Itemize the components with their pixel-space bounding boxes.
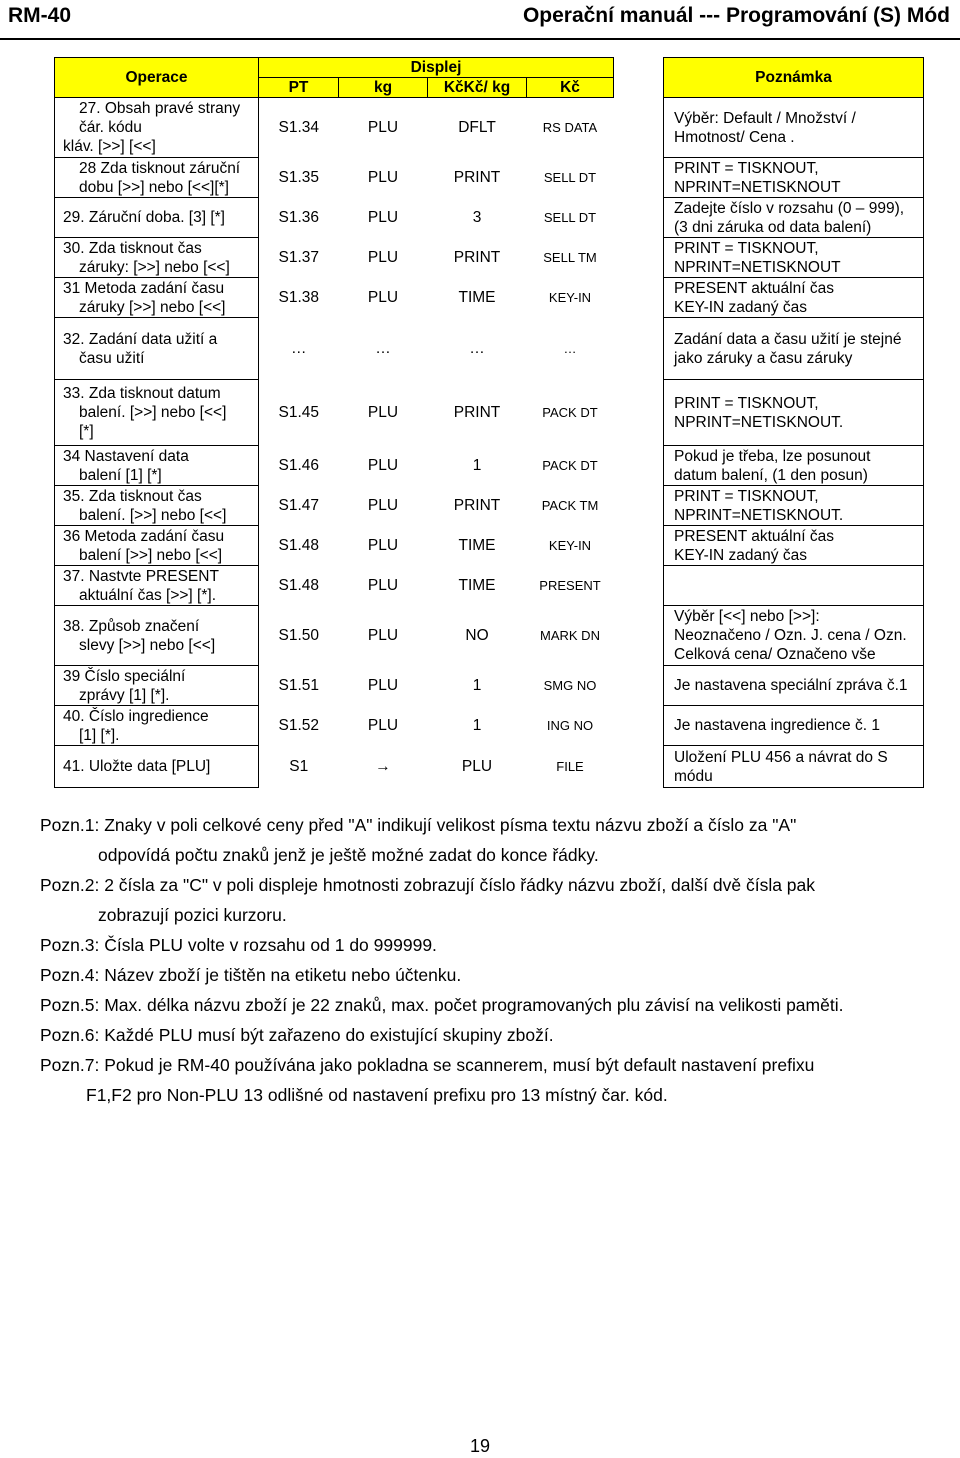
kg-cell: PLU [367, 627, 399, 644]
pt-cell: S1.48 [278, 537, 319, 554]
pt-cell: S1.34 [278, 119, 319, 137]
note-cell: PRINT = TISKNOUT, NPRINT=NETISKNOUT. [664, 486, 924, 526]
operation-cell: 32. Zadání data užití a času užití [55, 318, 259, 380]
pt-cell: S1.38 [278, 289, 319, 306]
kckc-cell: 3 [472, 209, 482, 226]
table-row [55, 318, 924, 380]
kg-cell: PLU [367, 457, 399, 474]
kckc-cell: PRINT [453, 497, 501, 514]
kc-cell: FILE [556, 759, 584, 774]
kc-cell: RS DATA [542, 120, 598, 136]
header-poznamka: Poznámka [664, 58, 924, 98]
header-displej: Displej [259, 58, 614, 78]
operation-cell: 30. Zda tisknout čas záruky: [>>] nebo [<<] [55, 238, 259, 278]
kc-cell: PACK DT [542, 458, 598, 473]
table-row [55, 706, 924, 746]
pt-cell: S1.45 [278, 404, 319, 421]
pt-cell: … [291, 340, 307, 357]
kckc-cell: PRINT [453, 249, 501, 266]
kckc-cell: … [469, 340, 485, 357]
note-cell: PRINT = TISKNOUT, NPRINT=NETISKNOUT [664, 238, 924, 278]
note-cell: Uložení PLU 456 a návrat do S módu [664, 746, 924, 788]
kg-cell: PLU [367, 169, 399, 186]
operation-cell: 39 Číslo speciální zprávy [1] [*]. [55, 666, 259, 706]
kckc-cell: 1 [472, 457, 482, 474]
pt-cell: S1.46 [278, 457, 319, 474]
note-cell: PRESENT aktuální čas KEY-IN zadaný čas [664, 526, 924, 566]
note-cell: PRINT = TISKNOUT, NPRINT=NETISKNOUT [664, 158, 924, 198]
pt-cell: S1.36 [278, 209, 319, 226]
manual-model: RM-40 [8, 4, 72, 27]
note-cell [664, 566, 924, 606]
pt-cell: S1.51 [278, 677, 319, 694]
kg-cell: PLU [367, 677, 399, 694]
footnotes [40, 810, 956, 1110]
table-row [55, 238, 924, 278]
operation-cell: 31 Metoda zadání času záruky [>>] nebo [<<] [55, 278, 259, 318]
kckc-cell: NO [465, 627, 489, 644]
kg-cell: … [375, 340, 391, 357]
table-row [55, 666, 924, 706]
header-kckc: KčKč/ kg [428, 78, 527, 98]
table-row [55, 486, 924, 526]
note-7: Pozn.7: Pokud je RM-40 používána jako pokladna se scannerem, musí být default nastavení prefixu F1,F2 pro Non-PLU 13 odlišné od nastavení prefixu pro 13 místný čar. kód. [40, 1055, 815, 1105]
kc-cell: SMG NO [543, 678, 597, 693]
kc-cell: SELL DT [543, 170, 597, 185]
operation-cell: 28 Zda tisknout záruční dobu [>>] nebo [<<][*] [55, 158, 259, 198]
kg-cell: PLU [367, 249, 399, 266]
note-cell: PRESENT aktuální čas KEY-IN zadaný čas [664, 278, 924, 318]
kc-cell: KEY-IN [548, 538, 592, 553]
table-row [55, 380, 924, 446]
operation-cell: 33. Zda tisknout datum balení. [>>] nebo [<<] [*] [55, 380, 259, 446]
kckc-cell: TIME [458, 537, 496, 554]
programming-table [54, 57, 924, 788]
kc-cell: SELL DT [543, 210, 597, 225]
kc-cell: SELL TM [543, 250, 597, 265]
kg-cell: PLU [367, 717, 399, 734]
pt-cell: S1.37 [278, 249, 319, 266]
header-operace: Operace [55, 58, 259, 98]
note-6: Pozn.6: Každé PLU musí být zařazeno do existující skupiny zboží. [40, 1025, 554, 1045]
pt-cell: S1.35 [278, 169, 319, 186]
operation-cell: 34 Nastavení data balení [1] [*] [55, 446, 259, 486]
manual-section-title: Operační manuál --- Programování (S) Mód [522, 4, 950, 27]
note-cell: Je nastavena ingredience č. 1 [664, 706, 924, 746]
table-row [55, 278, 924, 318]
kc-cell: ING NO [546, 718, 594, 733]
header-kg: kg [339, 78, 428, 98]
table-row [55, 198, 924, 238]
kc-cell: PACK TM [541, 498, 599, 513]
kc-cell: KEY-IN [548, 290, 592, 305]
table-row [55, 158, 924, 198]
kc-cell: MARK DN [540, 628, 600, 643]
page-header [0, 0, 960, 40]
kc-cell: PACK DT [542, 405, 598, 420]
note-cell: Zadání data a času užití je stejné jako záruky a času záruky [664, 318, 924, 380]
kg-cell: PLU [367, 497, 399, 514]
kg-cell: PLU [367, 209, 399, 226]
note-2: Pozn.2: 2 čísla za "C" v poli displeje hmotnosti zobrazují číslo řádky názvu zboží, další dvě čísla pak zobrazují pozici kurzoru. [40, 875, 816, 925]
note-cell: Výběr: Default / Množství / Hmotnost/ Cena . [664, 98, 924, 158]
operation-cell: 35. Zda tisknout čas balení. [>>] nebo [<<] [55, 486, 259, 526]
pt-cell: S1.48 [278, 577, 319, 594]
note-3: Pozn.3: Čísla PLU volte v rozsahu od 1 do 999999. [40, 935, 437, 955]
operation-cell: 41. Uložte data [PLU] [55, 746, 259, 788]
table-row [55, 606, 924, 666]
operation-cell: 37. Nastvte PRESENT aktuální čas [>>] [*]. [55, 566, 259, 606]
kckc-cell: TIME [458, 289, 496, 306]
kckc-cell: PRINT [453, 404, 501, 421]
pt-cell: S1.47 [278, 497, 319, 514]
table-row [55, 566, 924, 606]
pt-cell: S1.50 [278, 627, 319, 644]
kckc-cell: DFLT [458, 119, 496, 137]
table-row [55, 98, 924, 158]
table-row [55, 526, 924, 566]
kckc-cell: PRINT [453, 169, 501, 186]
note-1: Pozn.1: Znaky v poli celkové ceny před "A" indikují velikost písma textu názvu zboží a číslo za "A" odpovídá počtu znaků jenž je ještě možné zadat do konce řádky. [40, 815, 797, 865]
table-row [55, 746, 924, 788]
note-cell: Pokud je třeba, lze posunout datum balení, (1 den posun) [664, 446, 924, 486]
note-cell: Je nastavena speciální zpráva č.1 [664, 666, 924, 706]
page-number: 19 [469, 1436, 491, 1456]
operation-cell: 36 Metoda zadání času balení [>>] nebo [<<] [55, 526, 259, 566]
header-pt: PT [259, 78, 339, 98]
table-row [55, 446, 924, 486]
kg-cell: PLU [367, 577, 399, 594]
operation-cell: 29. Záruční doba. [3] [*] [55, 198, 259, 238]
kckc-cell: 1 [472, 717, 482, 734]
kckc-cell: TIME [458, 577, 496, 594]
kc-cell: PRESENT [539, 578, 601, 593]
operation-cell: 38. Způsob značení slevy [>>] nebo [<<] [55, 606, 259, 666]
kg-cell: PLU [367, 289, 399, 306]
operation-cell: 27. Obsah pravé strany čár. kódu kláv. [>>] [<<] [55, 98, 259, 158]
arrow-icon: → [375, 758, 391, 775]
note-cell: Výběr [<<] nebo [>>]: Neoznačeno / Ozn. J. cena / Ozn. Celková cena/ Označeno vše [664, 606, 924, 666]
kckc-cell: 1 [472, 677, 482, 694]
note-cell: Zadejte číslo v rozsahu (0 – 999), (3 dni záruka od data balení) [664, 198, 924, 238]
kg-cell: PLU [367, 537, 399, 554]
pt-cell: S1.52 [278, 717, 319, 734]
operation-cell: 40. Číslo ingredience [1] [*]. [55, 706, 259, 746]
note-cell: PRINT = TISKNOUT, NPRINT=NETISKNOUT. [664, 380, 924, 446]
kg-cell: PLU [367, 404, 399, 421]
kckc-cell: PLU [461, 758, 493, 775]
kg-cell: PLU [367, 119, 399, 137]
note-5: Pozn.5: Max. délka názvu zboží je 22 znaků, max. počet programovaných plu závisí na velikosti paměti. [40, 995, 844, 1015]
note-4: Pozn.4: Název zboží je tištěn na etiketu nebo účtenku. [40, 965, 462, 985]
pt-cell: S1 [289, 758, 309, 775]
header-kc: Kč [527, 78, 614, 98]
kc-cell: … [563, 341, 577, 356]
